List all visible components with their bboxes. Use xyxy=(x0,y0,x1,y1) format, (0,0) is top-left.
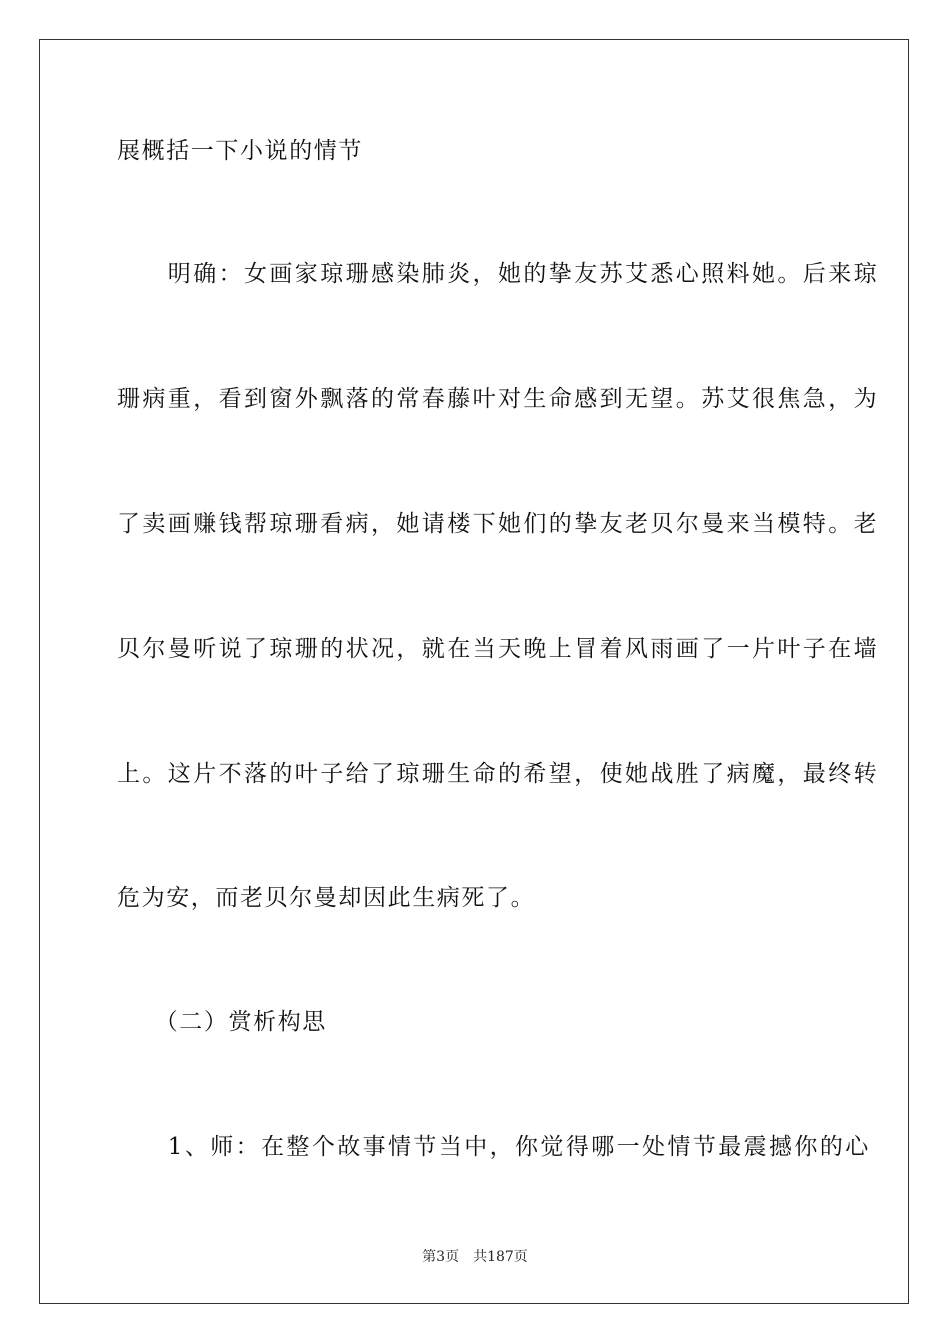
text-line-4: 了卖画赚钱帮琼珊看病，她请楼下她们的挚友老贝尔曼来当模特。老 xyxy=(117,511,879,537)
text-line-5: 贝尔曼听说了琼珊的状况，就在当天晚上冒着风雨画了一片叶子在墙 xyxy=(117,636,879,662)
section-heading: （二）赏析构思 xyxy=(117,1009,327,1035)
text-line-1: 展概括一下小说的情节 xyxy=(117,138,363,164)
text-line-3: 珊病重，看到窗外飘落的常春藤叶对生命感到无望。苏艾很焦急，为 xyxy=(117,386,879,412)
text-line-2: 明确：女画家琼珊感染肺炎，她的挚友苏艾悉心照料她。后来琼 xyxy=(117,261,879,287)
page-border xyxy=(39,39,909,1304)
text-line-9: 1、师：在整个故事情节当中，你觉得哪一处情节最震撼你的心 xyxy=(117,1134,871,1160)
text-line-7: 危为安，而老贝尔曼却因此生病死了。 xyxy=(117,885,536,911)
page-footer: 第3页 共187页 xyxy=(422,1249,528,1265)
text-line-6: 上。这片不落的叶子给了琼珊生命的希望，使她战胜了病魔，最终转 xyxy=(117,761,879,787)
